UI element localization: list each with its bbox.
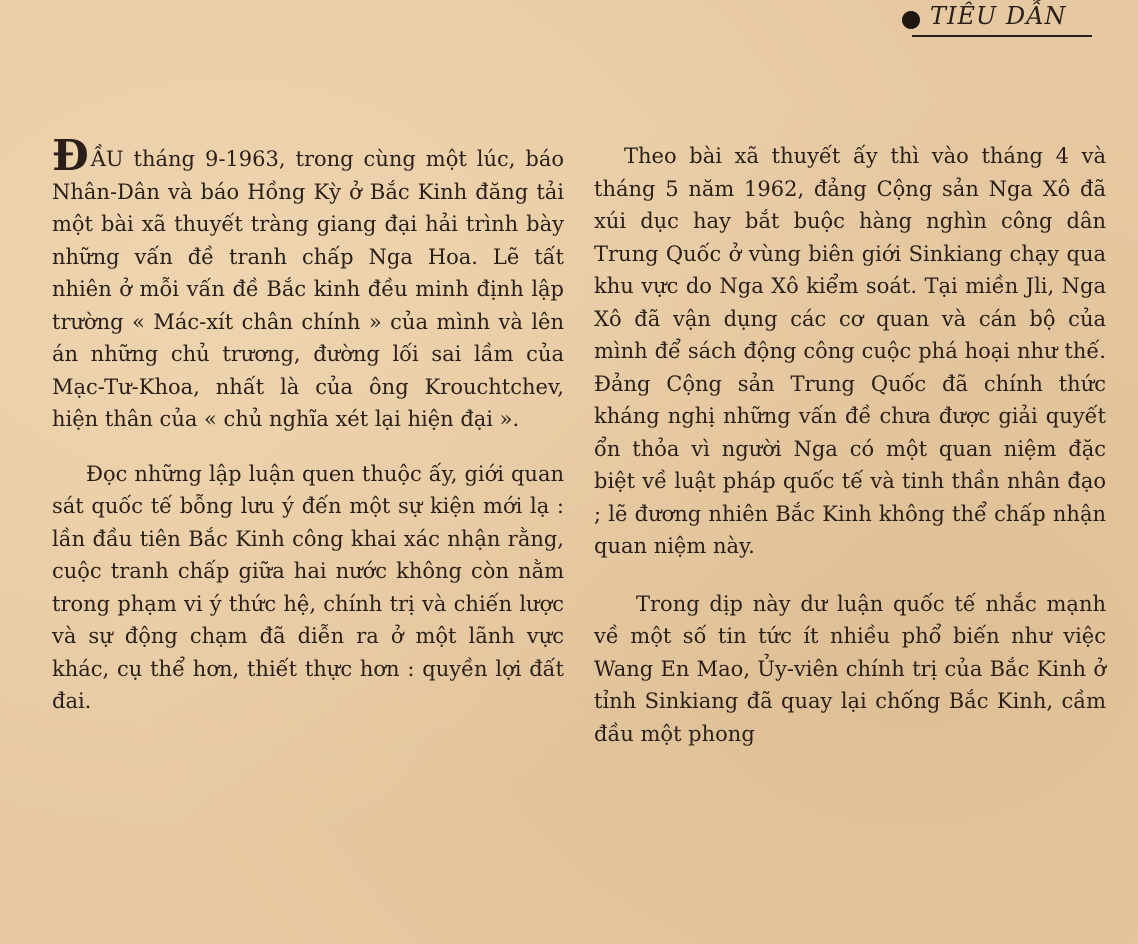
paragraph-1-text: ẦU tháng 9-1963, trong cùng một lúc, báo Nhân-Dân và báo Hồng Kỳ ở Bắc Kinh đăng tải một bài xã thuyết tràng giang đại hải trình bày những vấn đề tranh chấp Nga Hoa. Lẽ tất nhiên ở mỗi vấn đề Bắc kinh đều minh định lập trường « Mác-xít chân chính » của mình và lên án những chủ trương, đường lối sai lầm của Mạc-Tư-Khoa, nhất là của ông Krouchtchev, hiện thân của « chủ nghĩa xét lại hiện đại ». (52, 147, 564, 431)
paragraph-4: Trong dịp này dư luận quốc tế nhắc mạnh về một số tin tức ít nhiều phổ biến như việc Wang En Mao, Ủy-viên chính trị của Bắc Kinh ở tỉnh Sinkiang đã quay lại chống Bắc Kinh, cầm đầu một phong (594, 591, 1106, 746)
bullet-icon (902, 11, 920, 29)
left-column (52, 131, 564, 718)
right-column (594, 140, 1106, 750)
paragraph-1 (52, 131, 564, 436)
section-title: TIÊU DẪN (930, 2, 1067, 30)
header-rule (912, 35, 1092, 37)
drop-cap: Đ (52, 131, 89, 180)
section-header (902, 0, 1092, 40)
paragraph-3: Theo bài xã thuyết ấy thì vào tháng 4 và tháng 5 năm 1962, đảng Cộng sản Nga Xô đã xúi dục hay bắt buộc hàng nghìn công dân Trung Quốc ở vùng biên giới Sinkiang chạy qua khu vực do Nga Xô kiểm soát. Tại miền Jli, Nga Xô đã vận dụng các cơ quan và cán bộ của mình để sách động công cuộc phá hoại như thế. Đảng Cộng sản Trung Quốc đã chính thức kháng nghị những vấn đề chưa được giải quyết ổn thỏa vì người Nga có một quan niệm đặc biệt về luật pháp quốc tế và tinh thần nhân đạo ; lẽ đương nhiên Bắc Kinh không thể chấp nhận quan niệm này. (594, 144, 1106, 558)
paragraph-2: Đọc những lập luận quen thuộc ấy, giới quan sát quốc tế bỗng lưu ý đến một sự kiện mới lạ : lần đầu tiên Bắc Kinh công khai xác nhận rằng, cuộc tranh chấp giữa hai nước không còn nằm trong phạm vi ý thức hệ, chính trị và chiến lược và sự động chạm đã diễn ra ở một lãnh vực khác, cụ thể hơn, thiết thực hơn : quyền lợi đất đai. (52, 461, 564, 713)
